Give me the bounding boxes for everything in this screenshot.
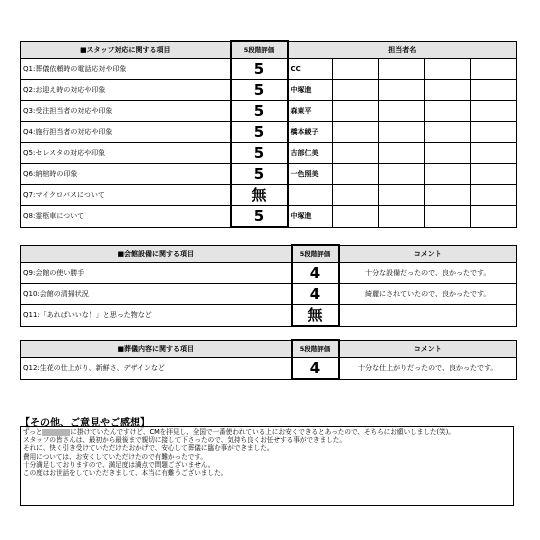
staff-name: 一色照美	[288, 164, 333, 185]
table-header-row	[21, 245, 517, 263]
table-row	[21, 80, 517, 101]
table-row	[21, 122, 517, 143]
table-row	[21, 284, 517, 305]
rating-value: 無	[292, 305, 339, 327]
comment-column-header: コメント	[339, 245, 517, 263]
table-header-row	[21, 340, 517, 358]
section-header: ■スタッフ対応に関する項目	[21, 41, 231, 59]
comment-text: 十分な設備だったので、良かったです。	[339, 263, 517, 284]
table-row	[21, 305, 517, 327]
staff-name: 古部仁美	[288, 143, 333, 164]
table-row	[21, 263, 517, 284]
comment-line: それに、快く引き受けていただけたおかげで、安心して葬儀に臨む事ができました。	[23, 444, 274, 453]
staff-evaluation-table	[20, 40, 517, 228]
table-row	[21, 185, 517, 206]
table-row	[21, 358, 517, 380]
table-row	[21, 206, 517, 228]
question-item: Q1:葬儀依頼時の電話応対や印象	[21, 59, 231, 80]
table-row	[21, 143, 517, 164]
comment-text: 十分な仕上がりだったので、良かったです。	[339, 358, 517, 380]
rating-value: 5	[231, 101, 288, 122]
question-item: Q11:「あればいいな！」と思った物など	[21, 305, 292, 327]
rating-value: 5	[231, 59, 288, 80]
staff-name: 橋本綾子	[288, 122, 333, 143]
rating-value: 5	[231, 80, 288, 101]
question-item: Q6:納棺時の印象	[21, 164, 231, 185]
facility-evaluation-table	[20, 244, 517, 327]
staff-column-header: 担当者名	[288, 41, 517, 59]
question-item: Q10:会館の清掃状況	[21, 284, 292, 305]
other-comments-box	[20, 426, 514, 506]
question-item: Q7:マイクロバスについて	[21, 185, 231, 206]
question-item: Q4:施行担当者の対応や印象	[21, 122, 231, 143]
comment-line: 十分満足しておりますので、満足度は満点で問題ございません。	[23, 460, 215, 469]
staff-name: 森東平	[288, 101, 333, 122]
comment-line: 費用については、お安くしていただけたので有難かったです。	[23, 452, 207, 461]
staff-name	[288, 185, 333, 206]
section-header: ■葬儀内容に関する項目	[21, 340, 292, 358]
ceremony-evaluation-table	[20, 339, 517, 380]
question-item: Q9:会館の使い勝手	[21, 263, 292, 284]
rating-value: 4	[292, 358, 339, 380]
table-row	[21, 101, 517, 122]
rating-value: 5	[231, 143, 288, 164]
question-item: Q2:お迎え時の対応や印象	[21, 80, 231, 101]
rating-value: 4	[292, 263, 339, 284]
other-comments-title: 【その他、ご意見やご感想】	[20, 418, 150, 429]
question-item: Q5:セレスタの対応や印象	[21, 143, 231, 164]
rating-column-header: 5段階評価	[231, 41, 288, 59]
comment-line	[23, 428, 511, 436]
table-row	[21, 59, 517, 80]
table-row	[21, 164, 517, 185]
rating-value: 5	[231, 206, 288, 228]
rating-value: 4	[292, 284, 339, 305]
comment-line-suffix: に掛けていたんですけど、CMを拝見し、全国で一番使われている上にお安くできるとあったので、そちらにお願いしました(笑)。	[70, 428, 455, 436]
comment-line: この度はお世話をしていただきまして、本当に有難うございました。	[23, 469, 228, 478]
comment-column-header: コメント	[339, 340, 517, 358]
question-item: Q12:生花の仕上がり、新鮮さ、デザインなど	[21, 358, 292, 380]
staff-name: 中塚進	[288, 80, 333, 101]
rating-value: 5	[231, 164, 288, 185]
rating-column-header: 5段階評価	[292, 340, 339, 358]
comment-line-prefix: ずっと	[23, 428, 43, 436]
staff-name: 中塚進	[288, 206, 333, 228]
rating-value: 5	[231, 122, 288, 143]
redacted-text	[42, 429, 70, 436]
comment-line: スタッフの皆さんは、最初から最後まで親切に接して下さったので、気持ち良くお任せする事ができました。	[23, 436, 346, 445]
question-item: Q3:受注担当者の対応や印象	[21, 101, 231, 122]
question-item: Q8:霊柩車について	[21, 206, 231, 228]
rating-value: 無	[231, 185, 288, 206]
comment-text: 綺麗にされていたので、良かったです。	[339, 284, 517, 305]
staff-name: CC	[288, 59, 333, 80]
section-header: ■会館設備に関する項目	[21, 245, 292, 263]
rating-column-header: 5段階評価	[292, 245, 339, 263]
comment-text	[339, 305, 517, 327]
table-header-row	[21, 41, 517, 59]
